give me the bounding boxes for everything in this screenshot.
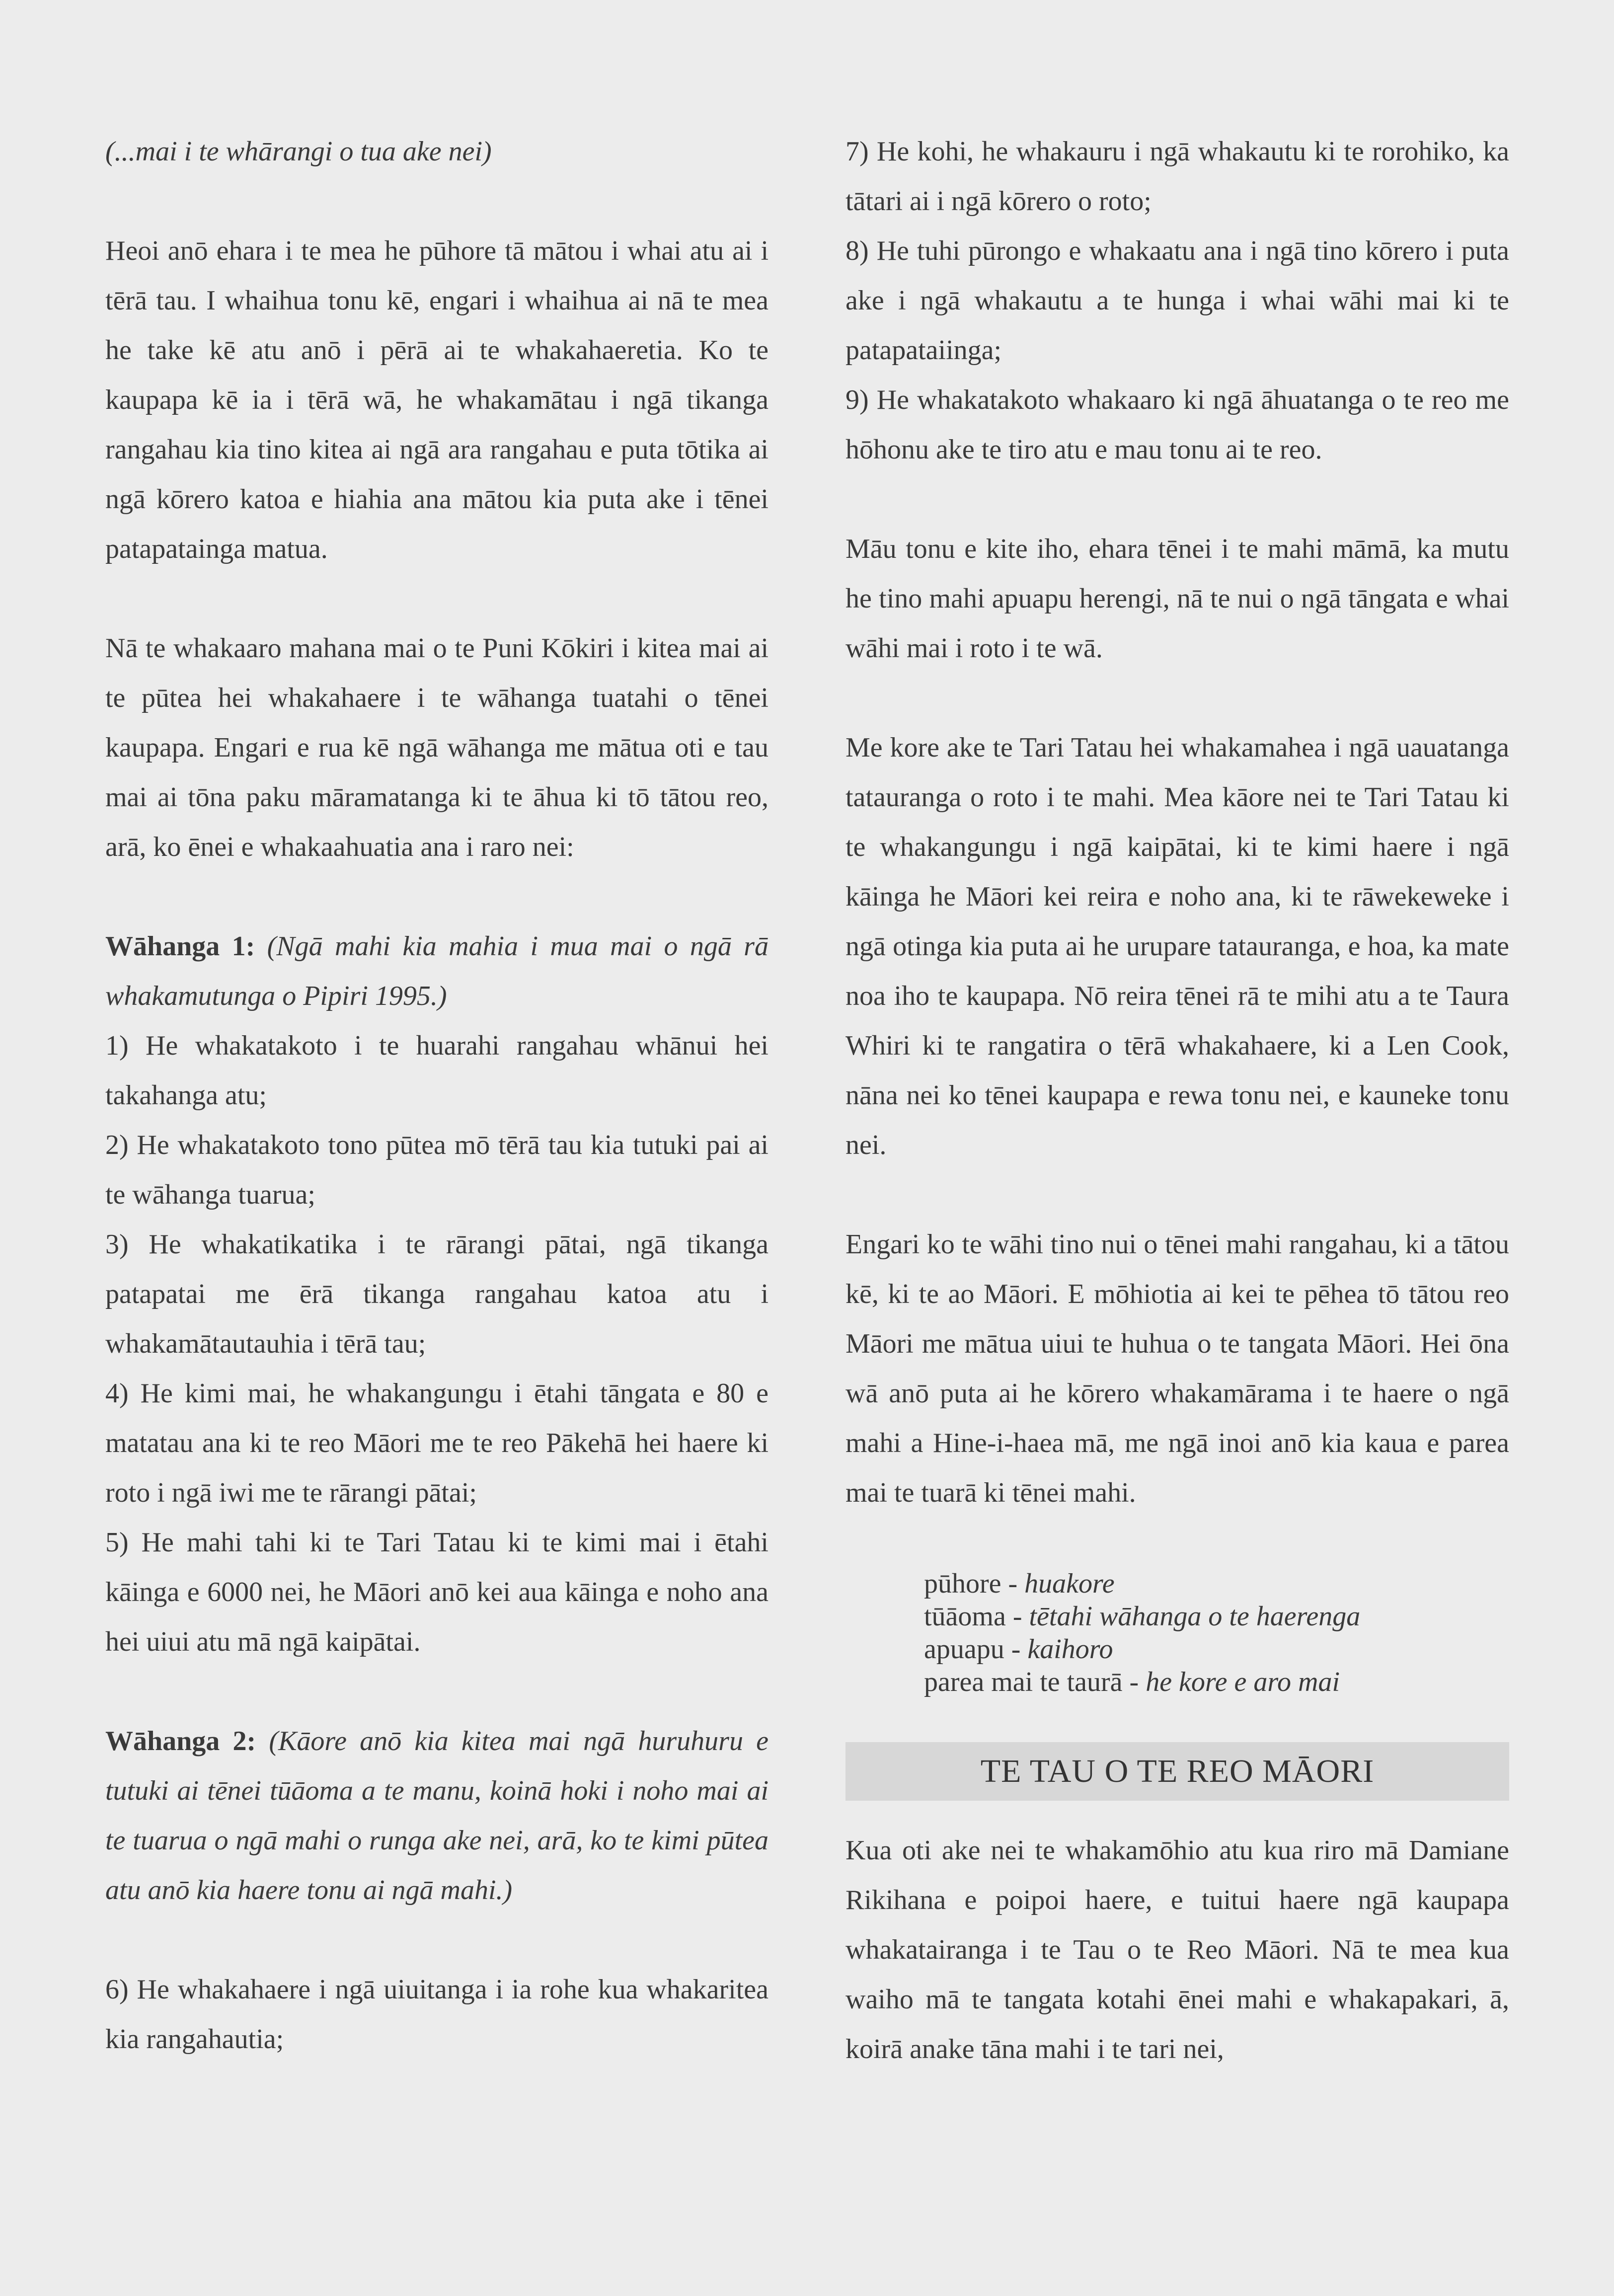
list-item: 2) He whakatakoto tono pūtea mō tērā tau kia tutuki pai ai te wāhanga tuarua; <box>105 1130 769 1210</box>
glossary-entry: parea mai te taurā - he kore e aro mai <box>924 1667 1340 1697</box>
paragraph: Engari ko te wāhi tino nui o tēnei mahi rangahau, ki a tātou kē, ki te ao Māori. E mōhiotia ai kei te pēhea tō tātou reo Māori me mātua uiui te huhua o te tangata Māori. Hei ōna wā anō puta ai he kōrero whakamārama i te haere o ngā mahi a Hine-i-haea mā, me ngā inoi anō kia kaua e parea mai te tuarā ki tēnei mahi. <box>845 1229 1509 1508</box>
list-item: 6) He whakahaere i ngā uiuitanga i ia rohe kua whakaritea kia rangahautia; <box>105 1974 769 2055</box>
glossary-definition: kaihoro <box>1027 1634 1113 1665</box>
glossary-definition: huakore <box>1024 1568 1115 1599</box>
glossary-entry: tūāoma - tētahi wāhanga o te haerenga <box>924 1601 1361 1632</box>
list-item: 4) He kimi mai, he whakangungu i ētahi tāngata e 80 e matatau ana ki te reo Māori me te reo Pākehā hei haere ki roto i ngā iwi me te rārangi pātai; <box>105 1378 769 1508</box>
list-item: 3) He whakatikatika i te rārangi pātai, ngā tikanga patapatai me ērā tikanga rangahau katoa atu i whakamātautauhia i tērā tau; <box>105 1229 769 1359</box>
list-item: 7) He kohi, he whakauru i ngā whakautu ki te rorohiko, ka tātari ai i ngā kōrero o roto; <box>845 136 1509 217</box>
continued-note: (...mai i te whārangi o tua ake nei) <box>105 136 492 167</box>
wahanga-1-caption: (Ngā mahi kia mahia i mua mai o ngā rā whakamutunga o Pipiri 1995.) <box>105 931 769 1011</box>
glossary-definition: tētahi wāhanga o te haerenga <box>1029 1601 1361 1632</box>
wahanga-1-label: Wāhanga 1 <box>105 931 246 962</box>
section-heading: TE TAU O TE REO MĀORI <box>845 1742 1509 1801</box>
glossary-term: tūāoma <box>924 1601 1006 1632</box>
list-item: 9) He whakatakoto whakaaro ki ngā āhuatanga o te reo me hōhonu ake te tiro atu e mau tonu ai te reo. <box>845 384 1509 465</box>
glossary <box>924 1567 1509 1698</box>
list-item: 1) He whakatakoto i te huarahi rangahau whānui hei takahanga atu; <box>105 1030 769 1111</box>
paragraph: Me kore ake te Tari Tatau hei whakamahea i ngā uauatanga tatauranga o roto i te mahi. Mea kāore nei te Tari Tatau ki te whakangungu i ngā kaipātai, ki te kimi haere i ngā kāinga he Māori kei reira e noho ana, ki te rāwekeweke i ngā otinga kia puta ai he urupare tatauranga, e hoa, ka mate noa iho te kaupapa. Nō reira tēnei rā te mihi atu a te Taura Whiri ki te rangatira o tērā whakahaere, ki a Len Cook, nāna nei ko tēnei kaupapa e rewa tonu nei, e kauneke tonu nei. <box>845 732 1509 1160</box>
list-item: 8) He tuhi pūrongo e whakaatu ana i ngā tino kōrero i puta ake i ngā whakautu a te hunga i whai wāhi mai ki te patapataiinga; <box>845 235 1509 366</box>
right-column <box>845 127 1509 2074</box>
list-item: 5) He mahi tahi ki te Tari Tatau ki te kimi mai i ētahi kāinga e 6000 nei, he Māori anō kei aua kāinga e noho ana hei uiui atu mā ngā kaipātai. <box>105 1527 769 1657</box>
glossary-term: parea mai te taurā <box>924 1667 1123 1697</box>
paragraph: Nā te whakaaro mahana mai o te Puni Kōkiri i kitea mai ai te pūtea hei whakahaere i te wāhanga tuatahi o tēnei kaupapa. Engari e rua kē ngā wāhanga me mātua oti e tau mai ai tōna paku māramatanga ki te āhua ki tō tātou reo, arā, ko ēnei e whakaahuatia ana i raro nei: <box>105 633 769 862</box>
paragraph: Heoi anō ehara i te mea he pūhore tā mātou i whai atu ai i tērā tau. I whaihua tonu kē, engari i whaihua ai nā te mea he take kē atu anō i pērā ai te whakahaeretia. Ko te kaupapa kē ia i tērā wā, he whakamātau i ngā tikanga rangahau kia tino kitea ai ngā ara rangahau e puta tōtika ai ngā kōrero katoa e hiahia ana mātou kia puta ake i tēnei patapatainga matua. <box>105 235 769 564</box>
left-column <box>105 127 769 2064</box>
paragraph: Kua oti ake nei te whakamōhio atu kua riro mā Damiane Rikihana e poipoi haere, e tuitui haere ngā kaupapa whakatairanga i te Tau o te Reo Māori. Nā te mea kua waiho mā te tangata kotahi ēnei mahi e whakapakari, ā, koirā anake tāna mahi i te tari nei, <box>845 1835 1509 2065</box>
wahanga-1-heading: Wāhanga 1: (Ngā mahi kia mahia i mua mai o ngā rā whakamutunga o Pipiri 1995.) <box>105 931 769 1011</box>
glossary-term: pūhore <box>924 1568 1001 1599</box>
glossary-definition: he kore e aro mai <box>1146 1667 1340 1697</box>
glossary-entry: apuapu - kaihoro <box>924 1634 1113 1665</box>
wahanga-2-heading: Wāhanga 2: (Kāore anō kia kitea mai ngā huruhuru e tutuki ai tēnei tūāoma a te manu, koinā hoki i noho mai ai te tuarua o ngā mahi o runga ake nei, arā, ko te kimi pūtea atu anō kia haere tonu ai ngā mahi.) <box>105 1726 769 1906</box>
wahanga-2-caption: (Kāore anō kia kitea mai ngā huruhuru e tutuki ai tēnei tūāoma a te manu, koinā hoki i noho mai ai te tuarua o ngā mahi o runga ake nei, arā, ko te kimi pūtea atu anō kia haere tonu ai ngā mahi.) <box>105 1726 769 1906</box>
glossary-term: apuapu <box>924 1634 1004 1665</box>
glossary-entry: pūhore - huakore <box>924 1568 1115 1599</box>
wahanga-2-label: Wāhanga 2 <box>105 1726 247 1757</box>
paragraph: Māu tonu e kite iho, ehara tēnei i te mahi māmā, ka mutu he tino mahi apuapu herengi, nā te nui o ngā tāngata e whai wāhi mai i roto i te wā. <box>845 534 1509 664</box>
